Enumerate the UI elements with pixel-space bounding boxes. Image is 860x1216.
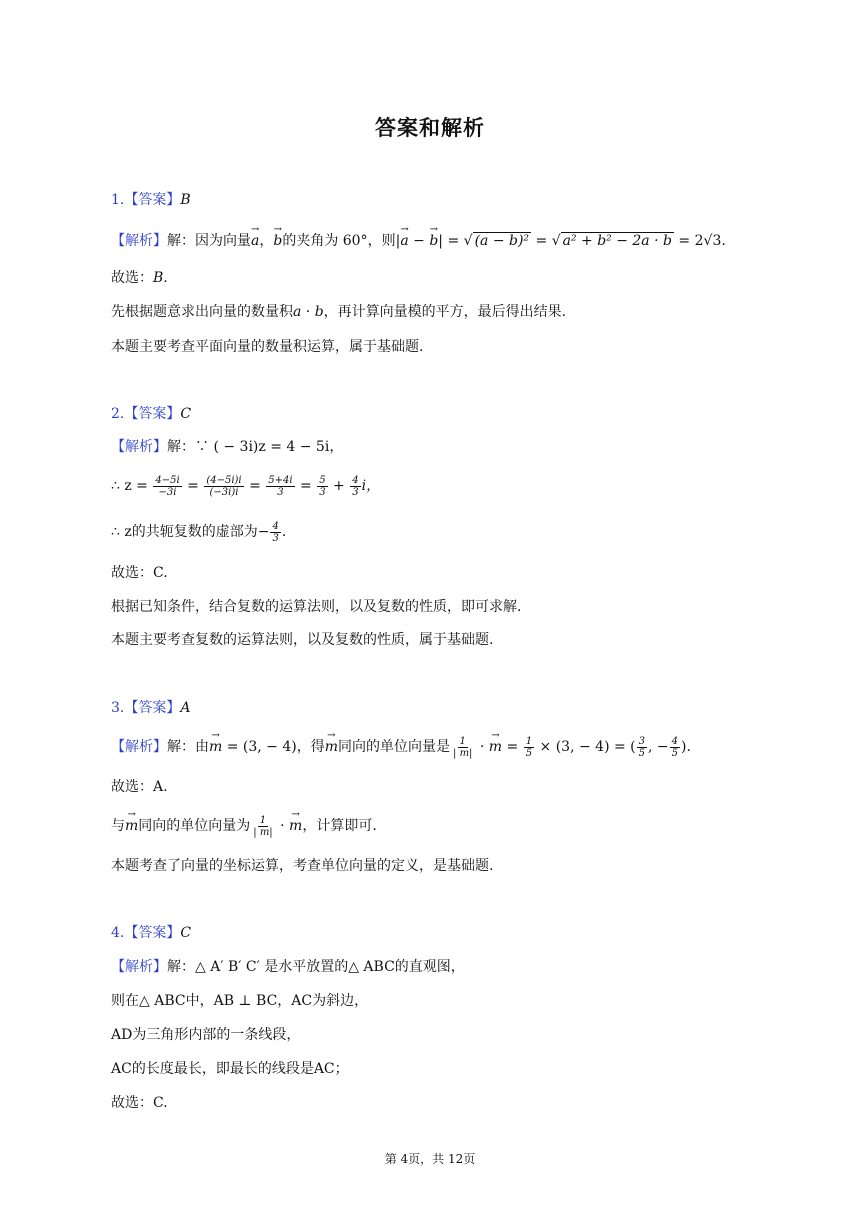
q3-explain-1 [111, 812, 377, 840]
q1-minus: − [408, 233, 430, 249]
q3-e1a: 与 [111, 818, 125, 834]
q2-frac-3: $\frac{5+4i}{3}$ [268, 474, 293, 498]
q3-e1b: 同向的单位向量为 [138, 818, 251, 834]
q4-line-1 [111, 957, 465, 977]
q3-text-3: 同向的单位向量是 [338, 739, 451, 755]
q1-eq: = [531, 233, 552, 249]
q4-line-3: AD为三角形内部的一条线段， [111, 1027, 301, 1043]
q3-eq: = [502, 739, 523, 755]
q2-choice: 故选：C. [111, 565, 168, 581]
q3-vec-m-3: → m [489, 733, 502, 761]
q3-text-6: ). [681, 739, 691, 755]
q3-vec-m: → m [209, 733, 222, 761]
q3-text-4: × (3, − 4) = ( [535, 739, 636, 755]
q1-explain-1 [111, 302, 566, 322]
q1-explain-2: 本题主要考查平面向量的数量积运算，属于基础题. [111, 339, 424, 355]
q3-frac-1: $\frac{1}{| m|}$ [453, 735, 473, 759]
q2-explain-1: 根据已知条件，结合复数的运算法则，以及复数的性质，即可求解. [111, 599, 522, 615]
q3-dot-2: · [275, 818, 290, 834]
q4-number: 4. [111, 925, 125, 941]
q1-text-2: 的夹角为 60°，则| [282, 233, 401, 249]
q3-number: 3. [111, 700, 125, 716]
q1-explain-1c: ，再计算向量模的平方，最后得出结果. [323, 304, 567, 320]
q2-answer: C [180, 406, 192, 422]
q3-e1c: ，计算即可. [302, 818, 377, 834]
q1-explain-1a: 先根据题意求出向量的数量积 [111, 304, 293, 320]
q2-period: . [281, 524, 287, 540]
q1-vec-b: → b [273, 231, 282, 251]
q1-analysis-tag: 【解析】 [111, 233, 167, 249]
q4-answer: C [180, 925, 192, 941]
q3-analysis-tag: 【解析】 [111, 739, 167, 755]
q2-text-1: 解：∵ ( − 3i)z = 4 − 5i， [167, 439, 344, 455]
q1-choice-label: 故选： [111, 270, 153, 286]
q1-choice [111, 268, 168, 288]
q1-text-3: | = [438, 233, 464, 249]
page-title: 答案和解析 [375, 116, 485, 140]
q2-answer-tag: 【答案】 [124, 406, 181, 422]
q2-frac-4: $\frac{5}{3}$ [319, 474, 326, 498]
q3-frac-2: $\frac{1}{5}$ [525, 735, 533, 759]
q1-vec-a: → a [251, 231, 259, 251]
q2-line-1 [111, 437, 343, 457]
q3-dot: · [475, 739, 489, 755]
q3-explain-2: 本题考查了向量的坐标运算，考查单位向量的定义，是基础题. [111, 858, 494, 874]
q4-line-2: 则在△ ABC中，AB ⊥ BC，AC为斜边， [111, 993, 369, 1009]
q2-frac-6: $\frac{4}{3}$ [272, 520, 279, 544]
q1-explain-1b: a · b [293, 304, 324, 320]
q4-text-1: 解：△ A′ B′ C′ 是水平放置的△ ABC的直观图， [167, 959, 465, 975]
q3-choice: 故选：A. [111, 779, 168, 795]
q2-explain-2: 本题主要考查复数的运算法则，以及复数的性质，属于基础题. [111, 632, 494, 648]
q4-line-4: AC的长度最长，即最长的线段是AC； [111, 1061, 349, 1077]
q1-answer-line [111, 190, 191, 210]
q1-choice-value: B. [153, 270, 168, 286]
q2-conj-text: ∴ z的共轭复数的虚部为− [111, 524, 270, 540]
q3-vec-m-4: → m [125, 812, 138, 840]
page-footer: 第 4页，共 12页 [384, 1152, 476, 1166]
q4-answer-tag: 【答案】 [124, 925, 181, 941]
q3-frac-4: $\frac{4}{5}$ [671, 735, 679, 759]
q1-answer: B [180, 192, 191, 208]
q2-number: 2. [111, 406, 125, 422]
q3-answer: A [180, 700, 191, 716]
q1-comma: ， [259, 233, 274, 249]
q1-sqrt-2: a² + b² − 2a · b [562, 233, 672, 249]
q2-frac-5: $\frac{4}{3}$ [352, 474, 359, 498]
q4-choice: 故选：C. [111, 1095, 168, 1111]
q2-answer-line [111, 404, 191, 424]
q2-z-eq: ∴ z = [111, 478, 153, 494]
q2-i: i， [361, 478, 381, 494]
q1-sqrt-1: (a − b)² [474, 233, 530, 249]
q1-result: = 2√3. [673, 233, 726, 249]
q3-text-2: = (3, − 4)，得 [222, 739, 325, 755]
q2-line-3 [111, 519, 286, 545]
q3-line-1 [111, 733, 691, 761]
q4-answer-line [111, 923, 191, 943]
q1-vec-b-2: → b [429, 231, 438, 251]
q3-vec-m-2: → m [325, 733, 338, 761]
q3-answer-line [111, 698, 190, 718]
q1-text: 解：因为向量 [167, 233, 251, 249]
q2-line-2: ∴ z = $\frac{4-5i}{-3i}$ = $\frac{(4-5i)i}{(-3i)i}$ = $\frac{5+4i}{3}$ = $\frac{5}{3}$ + $\frac{4}{3}$ i， [111, 474, 381, 498]
q2-frac-1: $\frac{4-5i}{-3i}$ [155, 474, 180, 498]
q3-vec-m-5: → m [289, 812, 302, 840]
q4-analysis-tag: 【解析】 [111, 959, 167, 975]
q2-frac-2: $\frac{(4-5i)i}{(-3i)i}$ [206, 474, 242, 498]
q3-answer-tag: 【答案】 [124, 700, 181, 716]
q1-vec-a-2: → a [400, 231, 408, 251]
q2-analysis-tag: 【解析】 [111, 439, 167, 455]
q1-answer-tag: 【答案】 [124, 192, 181, 208]
q3-text-1: 解：由 [167, 739, 209, 755]
q3-frac-3: $\frac{3}{5}$ [638, 735, 645, 759]
q3-text-5: , − [648, 739, 669, 755]
q1-number: 1. [111, 192, 125, 208]
q3-frac-5: $\frac{1}{| m|}$ [253, 814, 273, 838]
q1-analysis-line: 【解析】解：因为向量→ a，→ b的夹角为 60°，则|→ a − → b| = √ (a − b)² = √ a² + b² − 2a · b = 2√3. [111, 231, 726, 251]
